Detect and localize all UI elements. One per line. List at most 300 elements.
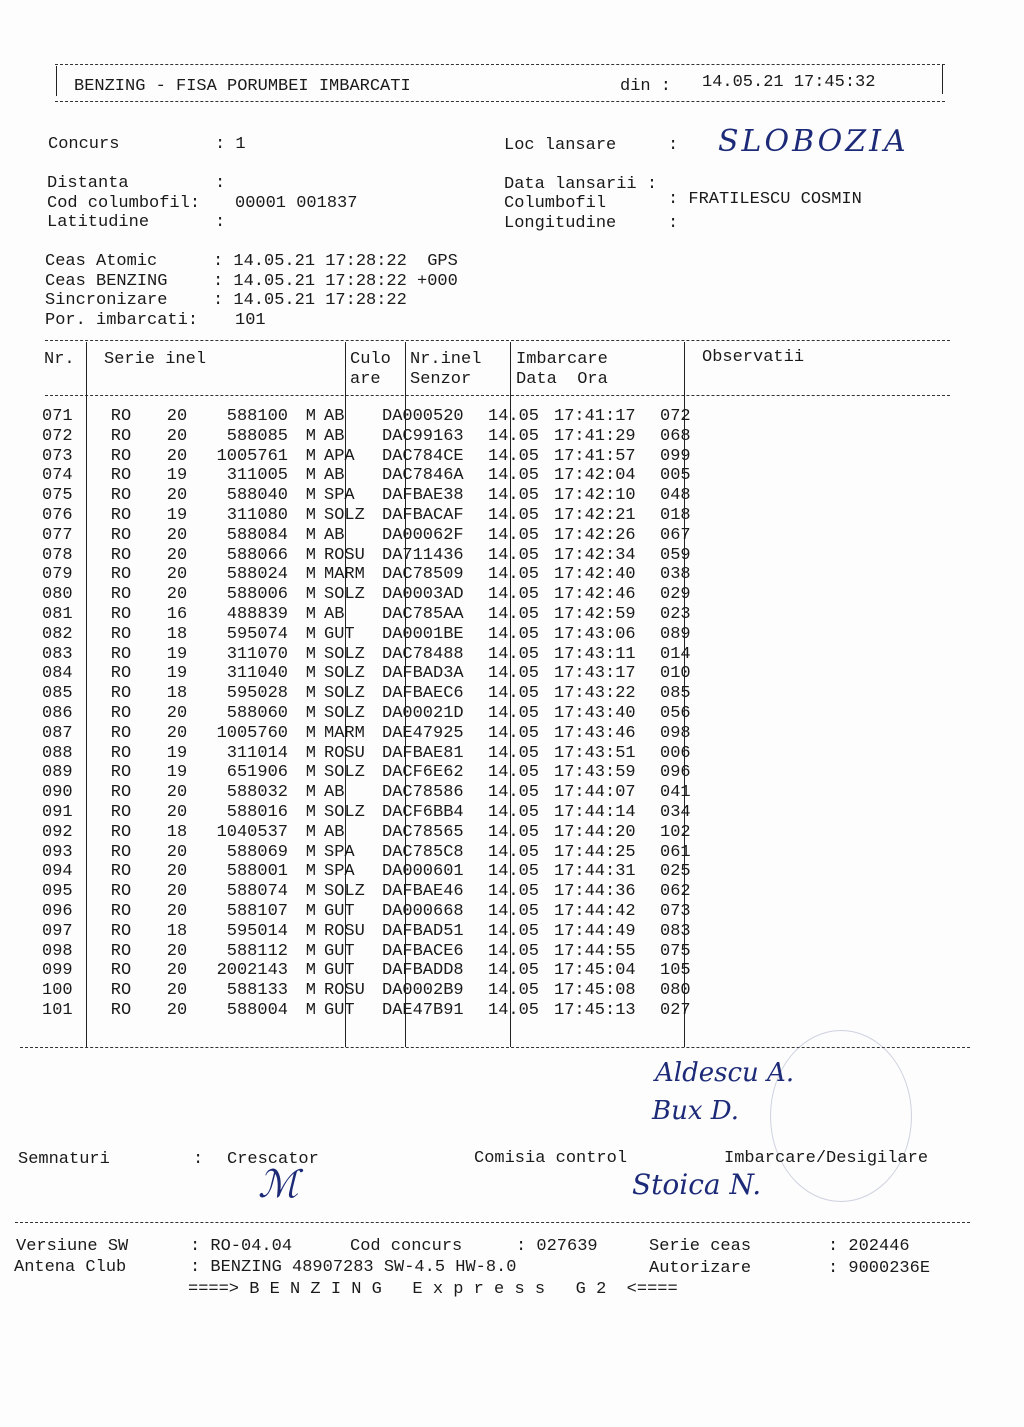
cell-observatii: 075 [660, 941, 691, 961]
semnaturi-sep: : [193, 1150, 204, 1169]
cell-country: RO [110, 426, 132, 446]
cell-color: AB [324, 604, 345, 624]
cell-observatii: 061 [660, 842, 691, 862]
cell-year: 18 [166, 624, 188, 644]
cell-year: 19 [166, 743, 188, 763]
cell-observatii: 006 [660, 743, 691, 763]
cell-color: SPA [324, 486, 355, 506]
cell-observatii: 048 [660, 486, 691, 506]
cell-sensor: DAC784CE [382, 446, 464, 466]
cell-date: 14.05 [488, 585, 540, 605]
ceas-benzing-label: Ceas BENZING [45, 272, 168, 291]
cell-sex: M [305, 565, 316, 585]
concurs-value: : 1 [215, 135, 246, 154]
header-bottom-border [55, 101, 945, 102]
cell-date: 14.05 [488, 921, 540, 941]
cell-date: 14.05 [488, 644, 540, 664]
col-header-nr-inel-2: Senzor [410, 370, 472, 389]
cell-color: AB [324, 783, 345, 803]
table-row [42, 803, 720, 823]
table-row [42, 981, 720, 1001]
cell-nr: 071 [42, 407, 73, 426]
cell-sex: M [305, 703, 316, 723]
cell-time: 17:41:57 [554, 446, 636, 466]
signature-commission-1: Aldescu A. [655, 1058, 795, 1088]
cell-color: SOLZ [324, 882, 365, 902]
cell-country: RO [110, 525, 132, 545]
cell-observatii: 105 [660, 961, 691, 981]
cell-ring: 588006 [226, 585, 288, 605]
cell-sensor: DA000601 [382, 862, 464, 882]
cell-time: 17:43:46 [554, 723, 636, 743]
cell-year: 18 [166, 921, 188, 941]
concurs-label: Concurs [48, 135, 120, 154]
cell-date: 14.05 [488, 822, 540, 842]
cell-color: SOLZ [324, 585, 365, 605]
cell-date: 14.05 [488, 723, 540, 743]
autorizare-value: : 9000236E [828, 1259, 931, 1278]
table-header-divider [45, 395, 950, 396]
cell-color: ROSU [324, 921, 365, 941]
cell-observatii: 102 [660, 822, 691, 842]
cell-year: 20 [166, 585, 188, 605]
din-timestamp: 14.05.21 17:45:32 [702, 73, 876, 92]
cell-nr: 090 [42, 783, 73, 803]
cell-ring: 588016 [226, 802, 288, 822]
serie-ceas-value: : 202446 [828, 1237, 910, 1256]
table-row [42, 744, 720, 764]
cell-sensor: DAE47B91 [382, 1000, 464, 1020]
cell-sex: M [305, 981, 316, 1001]
cell-nr: 097 [42, 921, 73, 941]
cell-observatii: 038 [660, 565, 691, 585]
cell-ring: 588060 [226, 703, 288, 723]
cell-year: 20 [166, 1000, 188, 1020]
crescator-label: Crescator [227, 1150, 319, 1169]
longitudine-sep: : [668, 214, 679, 233]
cell-date: 14.05 [488, 565, 540, 585]
cell-color: GUT [324, 624, 355, 644]
columbofil-value: : FRATILESCU COSMIN [668, 190, 862, 209]
cell-ring: 1005761 [216, 446, 288, 466]
table-row [42, 1001, 720, 1021]
cell-observatii: 014 [660, 644, 691, 664]
signature-crescator: ℳ [258, 1162, 299, 1206]
cell-nr: 087 [42, 723, 73, 743]
cell-sex: M [305, 822, 316, 842]
col-header-observatii: Observatii [702, 348, 805, 367]
cell-country: RO [110, 664, 132, 684]
cell-observatii: 096 [660, 763, 691, 783]
cell-sensor: DACF6E62 [382, 763, 464, 783]
cell-date: 14.05 [488, 743, 540, 763]
cell-sex: M [305, 1000, 316, 1020]
cell-time: 17:42:59 [554, 604, 636, 624]
cell-nr: 072 [42, 426, 73, 446]
cell-sex: M [305, 783, 316, 803]
cell-time: 17:43:06 [554, 624, 636, 644]
cell-color: MARM [324, 565, 365, 585]
signature-commission-3: Stoica N. [632, 1168, 762, 1201]
cell-sex: M [305, 763, 316, 783]
cell-color: AB [324, 407, 345, 426]
cell-sensor: DAC785C8 [382, 842, 464, 862]
table-row [42, 447, 720, 467]
cell-ring: 311005 [226, 466, 288, 486]
cell-sensor: DAC785AA [382, 604, 464, 624]
cell-sex: M [305, 743, 316, 763]
cell-nr: 076 [42, 505, 73, 525]
cell-sex: M [305, 842, 316, 862]
table-row [42, 902, 720, 922]
signature-commission-2: Bux D. [652, 1096, 739, 1126]
cell-date: 14.05 [488, 486, 540, 506]
cell-sensor: DAC78488 [382, 644, 464, 664]
cell-ring: 311070 [226, 644, 288, 664]
cell-country: RO [110, 407, 132, 426]
cell-time: 17:44:25 [554, 842, 636, 862]
cell-sex: M [305, 862, 316, 882]
cell-color: AB [324, 822, 345, 842]
cell-time: 17:44:49 [554, 921, 636, 941]
cell-nr: 095 [42, 882, 73, 902]
cell-observatii: 080 [660, 981, 691, 1001]
cell-sex: M [305, 644, 316, 664]
table-row [42, 862, 720, 882]
cell-time: 17:45:04 [554, 961, 636, 981]
cell-date: 14.05 [488, 941, 540, 961]
table-row [42, 724, 720, 744]
cell-observatii: 098 [660, 723, 691, 743]
cell-time: 17:41:17 [554, 407, 636, 426]
cell-year: 20 [166, 525, 188, 545]
cell-nr: 078 [42, 545, 73, 565]
cell-date: 14.05 [488, 604, 540, 624]
longitudine-label: Longitudine [504, 214, 617, 233]
cell-observatii: 029 [660, 585, 691, 605]
sincronizare-label: Sincronizare [45, 291, 168, 310]
cell-nr: 089 [42, 763, 73, 783]
cell-country: RO [110, 802, 132, 822]
cell-date: 14.05 [488, 466, 540, 486]
cell-year: 20 [166, 961, 188, 981]
cell-observatii: 010 [660, 664, 691, 684]
cell-date: 14.05 [488, 842, 540, 862]
cell-nr: 086 [42, 703, 73, 723]
table-row [42, 961, 720, 981]
cell-nr: 099 [42, 961, 73, 981]
col-header-imbarcare-1: Imbarcare [516, 350, 608, 369]
cell-observatii: 027 [660, 1000, 691, 1020]
cell-ring: 1005760 [216, 723, 288, 743]
cell-time: 17:42:21 [554, 505, 636, 525]
versiune-sw-value: : RO-04.04 [190, 1237, 293, 1256]
cell-nr: 080 [42, 585, 73, 605]
cell-country: RO [110, 783, 132, 803]
table-row [42, 565, 720, 585]
cell-country: RO [110, 565, 132, 585]
cell-color: ROSU [324, 743, 365, 763]
table-row [42, 605, 720, 625]
cell-nr: 073 [42, 446, 73, 466]
cell-sensor: DACF6BB4 [382, 802, 464, 822]
cell-country: RO [110, 684, 132, 704]
cell-year: 18 [166, 822, 188, 842]
cell-observatii: 083 [660, 921, 691, 941]
cell-sex: M [305, 604, 316, 624]
table-row [42, 585, 720, 605]
cell-sensor: DAFBAE38 [382, 486, 464, 506]
cell-time: 17:43:11 [554, 644, 636, 664]
cell-sex: M [305, 802, 316, 822]
cell-observatii: 085 [660, 684, 691, 704]
cell-time: 17:44:31 [554, 862, 636, 882]
cod-columbofil-label: Cod columbofil: [47, 194, 201, 213]
cell-sex: M [305, 921, 316, 941]
cell-sensor: DAC78586 [382, 783, 464, 803]
cell-sensor: DAFBAD51 [382, 921, 464, 941]
table-row [42, 506, 720, 526]
table-row [42, 704, 720, 724]
cell-nr: 094 [42, 862, 73, 882]
footer-divider [15, 1222, 970, 1223]
cell-sensor: DAFBACAF [382, 505, 464, 525]
cell-year: 18 [166, 684, 188, 704]
cell-year: 20 [166, 723, 188, 743]
cell-date: 14.05 [488, 684, 540, 704]
cell-nr: 075 [42, 486, 73, 506]
cell-sensor: DA00062F [382, 525, 464, 545]
cell-country: RO [110, 921, 132, 941]
col-header-serie-inel: Serie inel [104, 350, 207, 369]
cell-date: 14.05 [488, 961, 540, 981]
cell-ring: 588133 [226, 981, 288, 1001]
cell-country: RO [110, 743, 132, 763]
cell-sex: M [305, 901, 316, 921]
cell-time: 17:42:40 [554, 565, 636, 585]
cell-sex: M [305, 407, 316, 426]
header-top-border [55, 64, 945, 65]
antena-club-value: : BENZING 48907283 SW-4.5 HW-8.0 [190, 1258, 517, 1277]
cell-sensor: DAFBAEC6 [382, 684, 464, 704]
cod-concurs-value: : 027639 [516, 1237, 598, 1256]
cell-ring: 595028 [226, 684, 288, 704]
cell-country: RO [110, 862, 132, 882]
cell-ring: 311040 [226, 664, 288, 684]
cell-color: SOLZ [324, 644, 365, 664]
por-imbarcati-label: Por. imbarcati: [45, 311, 199, 330]
cell-country: RO [110, 545, 132, 565]
header-right-border [942, 64, 943, 94]
ceas-atomic-value: : 14.05.21 17:28:22 GPS [213, 252, 458, 271]
cell-country: RO [110, 723, 132, 743]
cell-color: SOLZ [324, 684, 365, 704]
cell-observatii: 067 [660, 525, 691, 545]
cell-country: RO [110, 961, 132, 981]
cell-ring: 588032 [226, 783, 288, 803]
cell-time: 17:41:29 [554, 426, 636, 446]
cell-observatii: 089 [660, 624, 691, 644]
cell-time: 17:42:26 [554, 525, 636, 545]
cell-color: SOLZ [324, 763, 365, 783]
cell-date: 14.05 [488, 783, 540, 803]
cell-year: 20 [166, 545, 188, 565]
cell-country: RO [110, 505, 132, 525]
cell-sensor: DAC78565 [382, 822, 464, 842]
cell-date: 14.05 [488, 981, 540, 1001]
cell-date: 14.05 [488, 882, 540, 902]
cell-date: 14.05 [488, 624, 540, 644]
cell-country: RO [110, 763, 132, 783]
cell-nr: 085 [42, 684, 73, 704]
cell-sex: M [305, 723, 316, 743]
cell-observatii: 041 [660, 783, 691, 803]
cell-ring: 588112 [226, 941, 288, 961]
cell-sex: M [305, 684, 316, 704]
table-row [42, 625, 720, 645]
header-left-border [56, 66, 57, 96]
cell-color: APA [324, 446, 355, 466]
cell-sex: M [305, 664, 316, 684]
table-row [42, 645, 720, 665]
cell-color: ROSU [324, 981, 365, 1001]
cell-color: SPA [324, 842, 355, 862]
cell-color: SOLZ [324, 703, 365, 723]
cell-nr: 100 [42, 981, 73, 1001]
cell-time: 17:45:08 [554, 981, 636, 1001]
cell-sensor: DAFBACE6 [382, 941, 464, 961]
cell-nr: 084 [42, 664, 73, 684]
cell-sensor: DAC7846A [382, 466, 464, 486]
cell-year: 19 [166, 664, 188, 684]
columbofil-label: Columbofil [504, 194, 607, 213]
distanta-label: Distanta [47, 174, 129, 193]
cell-color: SPA [324, 862, 355, 882]
table-row [42, 882, 720, 902]
cell-sex: M [305, 525, 316, 545]
cell-sex: M [305, 941, 316, 961]
latitudine-label: Latitudine [47, 213, 150, 232]
cell-ring: 311080 [226, 505, 288, 525]
cell-nr: 081 [42, 604, 73, 624]
table-row [42, 942, 720, 962]
cell-observatii: 072 [660, 407, 691, 426]
cell-time: 17:44:07 [554, 783, 636, 803]
cell-ring: 311014 [226, 743, 288, 763]
cell-color: SOLZ [324, 802, 365, 822]
club-stamp [770, 1030, 912, 1202]
cell-year: 20 [166, 862, 188, 882]
cell-color: AB [324, 426, 345, 446]
cell-sensor: DA0002B9 [382, 981, 464, 1001]
cell-date: 14.05 [488, 525, 540, 545]
cell-sensor: DA0003AD [382, 585, 464, 605]
data-lansarii-label: Data lansarii : [504, 175, 658, 194]
cell-sensor: DA00021D [382, 703, 464, 723]
cell-year: 19 [166, 763, 188, 783]
cell-observatii: 018 [660, 505, 691, 525]
cell-color: AB [324, 466, 345, 486]
col-header-culoare-1: Culo [350, 350, 391, 369]
cell-time: 17:43:17 [554, 664, 636, 684]
cell-year: 20 [166, 407, 188, 426]
cell-observatii: 025 [660, 862, 691, 882]
cell-sensor: DAFBADD8 [382, 961, 464, 981]
cell-sex: M [305, 505, 316, 525]
por-imbarcati-value: 101 [235, 311, 266, 330]
cell-date: 14.05 [488, 426, 540, 446]
cell-country: RO [110, 466, 132, 486]
cell-time: 17:43:40 [554, 703, 636, 723]
table-row [42, 546, 720, 566]
cell-color: GUT [324, 1000, 355, 1020]
cell-country: RO [110, 486, 132, 506]
cell-sex: M [305, 486, 316, 506]
table-row [42, 466, 720, 486]
cell-date: 14.05 [488, 802, 540, 822]
cell-year: 19 [166, 505, 188, 525]
cell-country: RO [110, 585, 132, 605]
cell-time: 17:42:46 [554, 585, 636, 605]
comisia-control-label: Comisia control [474, 1149, 628, 1168]
cell-sex: M [305, 961, 316, 981]
cell-time: 17:44:55 [554, 941, 636, 961]
cell-color: SOLZ [324, 664, 365, 684]
cell-time: 17:44:20 [554, 822, 636, 842]
cell-time: 17:43:22 [554, 684, 636, 704]
cell-date: 14.05 [488, 763, 540, 783]
pigeon-table [42, 407, 720, 1021]
cell-time: 17:44:42 [554, 901, 636, 921]
cell-sensor: DA000520 [382, 407, 464, 426]
cell-time: 17:44:36 [554, 882, 636, 902]
table-row [42, 843, 720, 863]
table-row [42, 427, 720, 447]
cell-year: 20 [166, 565, 188, 585]
cell-sex: M [305, 466, 316, 486]
cell-time: 17:42:34 [554, 545, 636, 565]
cell-ring: 488839 [226, 604, 288, 624]
cell-country: RO [110, 882, 132, 902]
cell-year: 20 [166, 486, 188, 506]
cell-ring: 588107 [226, 901, 288, 921]
cell-color: MARM [324, 723, 365, 743]
cell-year: 20 [166, 802, 188, 822]
cell-observatii: 073 [660, 901, 691, 921]
table-row [42, 763, 720, 783]
cell-country: RO [110, 901, 132, 921]
cell-nr: 088 [42, 743, 73, 763]
cell-sex: M [305, 585, 316, 605]
cell-color: GUT [324, 901, 355, 921]
cell-year: 19 [166, 644, 188, 664]
sincronizare-value: : 14.05.21 17:28:22 [213, 291, 407, 310]
cell-color: GUT [324, 941, 355, 961]
table-row [42, 664, 720, 684]
table-row [42, 783, 720, 803]
table-row [42, 486, 720, 506]
cell-year: 20 [166, 882, 188, 902]
cell-year: 20 [166, 941, 188, 961]
table-row [42, 922, 720, 942]
cell-observatii: 099 [660, 446, 691, 466]
cell-ring: 588066 [226, 545, 288, 565]
cell-nr: 079 [42, 565, 73, 585]
cell-date: 14.05 [488, 446, 540, 466]
cell-ring: 588069 [226, 842, 288, 862]
ceas-atomic-label: Ceas Atomic [45, 252, 158, 271]
cell-year: 20 [166, 703, 188, 723]
